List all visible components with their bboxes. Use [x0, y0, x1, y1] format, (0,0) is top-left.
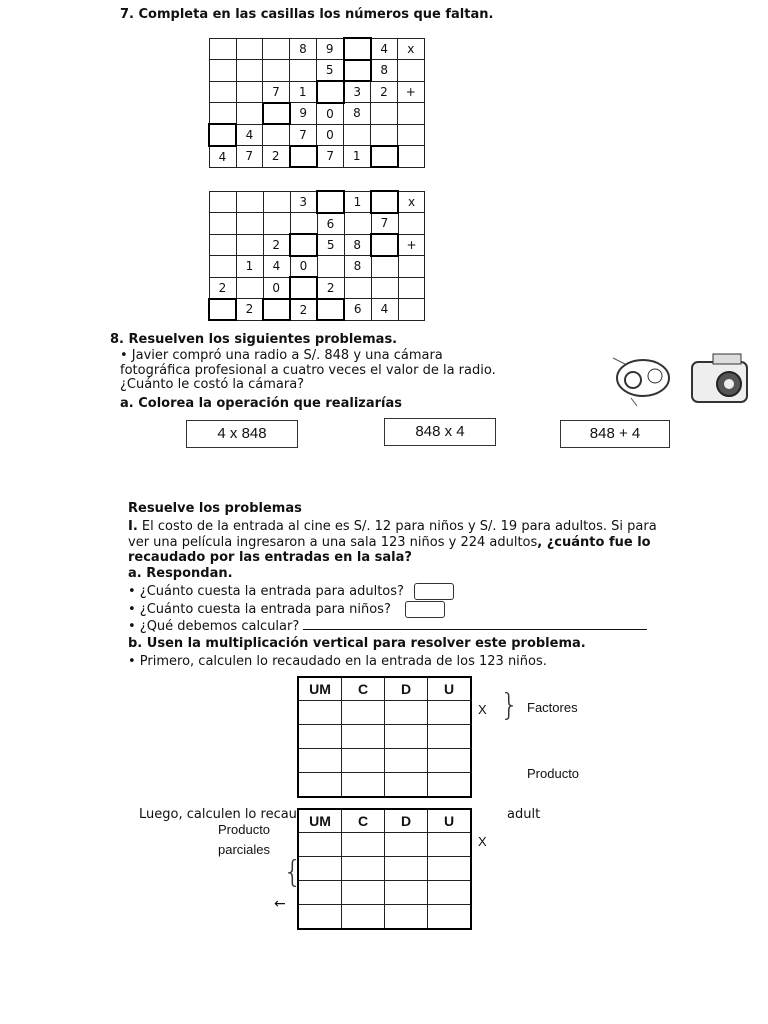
q-adultos: [128, 583, 454, 600]
answer-cell[interactable]: [371, 234, 398, 256]
answer-box-ninos[interactable]: [405, 601, 445, 618]
parciales-label: parciales: [218, 842, 271, 857]
answer-cell[interactable]: [209, 124, 236, 146]
digit-cell[interactable]: [385, 701, 428, 725]
option-4x848[interactable]: 4 x 848: [186, 420, 298, 448]
grid-cell[interactable]: [209, 256, 236, 278]
grid-cell[interactable]: [236, 60, 263, 82]
digit-cell[interactable]: [298, 857, 342, 881]
grid-cell: 8: [344, 256, 371, 278]
answer-cell[interactable]: [263, 103, 290, 125]
q-ninos: [128, 601, 445, 618]
grid-cell: 6: [344, 299, 371, 321]
answer-cell[interactable]: [290, 146, 317, 168]
p1-question: , ¿cuánto fue lo: [537, 534, 651, 550]
answer-cell[interactable]: [371, 146, 398, 168]
grid-row: [209, 256, 425, 278]
answer-line[interactable]: [303, 629, 647, 630]
grid-row: [209, 277, 425, 299]
grid-row: [209, 38, 424, 60]
grid-cell: 5: [317, 234, 344, 256]
q8-sub-a: a. Colorea la operación que realizarías: [120, 396, 403, 411]
table-row: [298, 749, 471, 773]
x-sign: X: [478, 702, 487, 717]
header-row: [298, 677, 471, 701]
digit-cell[interactable]: [428, 881, 472, 905]
grid-cell[interactable]: [236, 234, 263, 256]
grid-cell: 2: [209, 277, 236, 299]
digit-cell[interactable]: [385, 749, 428, 773]
grid-cell[interactable]: [398, 124, 425, 146]
grid-cell: 0: [290, 256, 317, 278]
grid-cell: 4: [263, 256, 290, 278]
q-text: • ¿Qué debemos calcular?: [128, 619, 300, 634]
grid-cell[interactable]: [398, 256, 425, 278]
multiplication-table-1: [297, 676, 472, 798]
grid-cell: 1: [344, 191, 371, 213]
grid-cell[interactable]: [344, 277, 371, 299]
grid-cell[interactable]: [263, 60, 290, 82]
digit-cell[interactable]: [385, 881, 428, 905]
factores-label: Factores: [527, 700, 578, 715]
problem-line: ¿Cuánto le costó la cámara?: [120, 377, 305, 392]
grid-cell: 5: [317, 60, 344, 82]
digit-cell[interactable]: [342, 857, 385, 881]
column-header: D: [385, 677, 428, 701]
grid-cell[interactable]: [263, 38, 290, 60]
grid-cell: 4: [371, 299, 398, 321]
grid-cell: +: [398, 81, 425, 103]
problem-line: • Javier compró una radio a S/. 848 y una cámara: [120, 348, 443, 363]
grid-cell[interactable]: [209, 213, 236, 235]
grid-cell: 9: [290, 103, 317, 125]
grid-cell[interactable]: [371, 124, 398, 146]
q-calcular: [128, 619, 647, 634]
option-848x4[interactable]: 848 x 4: [384, 418, 496, 446]
digit-cell[interactable]: [298, 749, 342, 773]
option-848plus4[interactable]: 848 + 4: [560, 420, 670, 448]
grid-cell[interactable]: [371, 277, 398, 299]
grid-cell: 3: [290, 191, 317, 213]
answer-cell[interactable]: [317, 81, 344, 103]
grid-cell: 1: [236, 256, 263, 278]
grid-cell[interactable]: [209, 38, 236, 60]
digit-cell[interactable]: [428, 725, 472, 749]
answer-cell[interactable]: [209, 299, 236, 321]
digit-cell[interactable]: [428, 857, 472, 881]
grid-cell: x: [398, 191, 425, 213]
grid-cell[interactable]: [344, 124, 371, 146]
grid-cell: 1: [344, 146, 371, 168]
b-title: b. Usen la multiplicación vertical para resolver este problema.: [128, 636, 586, 651]
grid-cell[interactable]: [209, 191, 236, 213]
column-header: U: [428, 677, 472, 701]
digit-cell[interactable]: [298, 701, 342, 725]
digit-cell[interactable]: [428, 833, 472, 857]
header-row: [298, 809, 471, 833]
column-header: UM: [298, 677, 342, 701]
column-header: U: [428, 809, 472, 833]
problem-1: [128, 519, 657, 566]
answer-cell[interactable]: [344, 60, 371, 82]
answer-box-adultos[interactable]: [414, 583, 454, 600]
a-title: a. Respondan.: [128, 566, 233, 581]
answer-cell[interactable]: [290, 234, 317, 256]
resuelve-title: Resuelve los problemas: [128, 501, 302, 516]
grid-cell: 7: [263, 81, 290, 103]
grid-cell[interactable]: [398, 213, 425, 235]
column-header: C: [342, 677, 385, 701]
q8-problem: [120, 349, 496, 393]
grid-cell: 0: [263, 277, 290, 299]
grid-cell[interactable]: [209, 60, 236, 82]
grid-cell: 7: [236, 146, 263, 168]
column-header: UM: [298, 809, 342, 833]
table-row: [298, 773, 471, 798]
grid-cell: 8: [344, 234, 371, 256]
grid-cell[interactable]: [398, 103, 425, 125]
producto-label: Producto: [218, 822, 271, 837]
grid-row: [209, 60, 424, 82]
brace-icon: {: [283, 855, 303, 890]
grid-cell[interactable]: [209, 81, 236, 103]
x-sign: X: [478, 834, 487, 849]
p1-label: I.: [128, 519, 138, 534]
table-row: [298, 857, 471, 881]
radio-illustration: [603, 348, 681, 408]
grid-cell: 8: [344, 103, 371, 125]
grid-cell[interactable]: [236, 213, 263, 235]
luego-text: Luego, calculen lo recau: [139, 807, 297, 822]
table-row: [298, 701, 471, 725]
digit-cell[interactable]: [385, 725, 428, 749]
multiplication-table-2: [297, 808, 472, 930]
grid-cell[interactable]: [209, 234, 236, 256]
grid-cell[interactable]: [317, 256, 344, 278]
number-grid-1: [208, 37, 425, 168]
q-text: • ¿Cuánto cuesta la entrada para adultos?: [128, 584, 404, 599]
camera-illustration: [689, 348, 751, 408]
table-row: [298, 881, 471, 905]
grid-cell: 4: [371, 38, 398, 60]
grid-cell[interactable]: [371, 103, 398, 125]
column-header: D: [385, 809, 428, 833]
grid-cell[interactable]: [236, 38, 263, 60]
digit-cell[interactable]: [342, 905, 385, 930]
q-text: • ¿Cuánto cuesta la entrada para niños?: [128, 602, 391, 617]
digit-cell[interactable]: [298, 881, 342, 905]
grid-cell[interactable]: [398, 277, 425, 299]
grid-cell: 4: [236, 124, 263, 146]
grid-cell: 0: [317, 124, 344, 146]
grid-cell[interactable]: [263, 124, 290, 146]
grid-row: [209, 299, 425, 321]
table-row: [298, 905, 471, 930]
number-grid-2: [208, 190, 425, 321]
grid-cell[interactable]: [290, 213, 317, 235]
digit-cell[interactable]: [342, 749, 385, 773]
table-row: [298, 833, 471, 857]
grid-cell[interactable]: [263, 191, 290, 213]
grid-row: [209, 103, 424, 125]
grid-row: [209, 191, 425, 213]
digit-cell[interactable]: [298, 725, 342, 749]
table-row: [298, 725, 471, 749]
digit-cell[interactable]: [385, 773, 428, 798]
digit-cell[interactable]: [298, 905, 342, 930]
digit-cell[interactable]: [428, 773, 472, 798]
digit-cell[interactable]: [342, 725, 385, 749]
p1-text: El costo de la entrada al cine es S/. 12 para niños y S/. 19 para adultos. Si para: [137, 519, 657, 534]
answer-cell[interactable]: [263, 299, 290, 321]
grid-cell[interactable]: [344, 213, 371, 235]
grid-cell[interactable]: [371, 256, 398, 278]
grid-cell[interactable]: [398, 60, 425, 82]
column-header: C: [342, 809, 385, 833]
problem-line: fotográfica profesional a cuatro veces el valor de la radio.: [120, 362, 496, 378]
grid-cell: 8: [290, 38, 317, 60]
grid-cell[interactable]: [236, 103, 263, 125]
digit-cell[interactable]: [385, 833, 428, 857]
adult-text: adult: [507, 807, 541, 822]
p1-question: recaudado por las entradas en la sala?: [128, 550, 412, 565]
q7-title: 7. Completa en las casillas los números que faltan.: [120, 7, 494, 22]
grid-cell: 0: [317, 103, 344, 125]
grid-row: [209, 234, 425, 256]
digit-cell[interactable]: [342, 701, 385, 725]
grid-cell: 2: [236, 299, 263, 321]
grid-cell[interactable]: [398, 299, 425, 321]
digit-cell[interactable]: [342, 881, 385, 905]
grid-cell: 3: [344, 81, 371, 103]
answer-cell[interactable]: [290, 277, 317, 299]
arrow-left-icon: ←: [274, 896, 286, 912]
grid-cell: 6: [317, 213, 344, 235]
grid-cell[interactable]: [209, 103, 236, 125]
p1-text: ver una película ingresaron a una sala 123 niños y 224 adultos: [128, 534, 538, 550]
grid-cell[interactable]: [236, 277, 263, 299]
answer-cell[interactable]: [317, 191, 344, 213]
digit-cell[interactable]: [298, 773, 342, 798]
grid-row: [209, 146, 424, 168]
grid-cell: 7: [371, 213, 398, 235]
digit-cell[interactable]: [428, 749, 472, 773]
grid-cell: 9: [317, 38, 344, 60]
grid-cell: 8: [371, 60, 398, 82]
answer-cell[interactable]: [371, 191, 398, 213]
grid-cell: 4: [209, 146, 236, 168]
grid-cell: x: [398, 38, 425, 60]
grid-cell[interactable]: [263, 213, 290, 235]
grid-row: [209, 124, 424, 146]
grid-row: [209, 213, 425, 235]
grid-cell[interactable]: [398, 146, 425, 168]
grid-cell[interactable]: [290, 60, 317, 82]
digit-cell[interactable]: [428, 701, 472, 725]
grid-cell: 2: [371, 81, 398, 103]
grid-cell: 2: [263, 234, 290, 256]
answer-cell[interactable]: [344, 38, 371, 60]
grid-cell: 2: [263, 146, 290, 168]
digit-cell[interactable]: [342, 833, 385, 857]
grid-cell: +: [398, 234, 425, 256]
primero-text: • Primero, calculen lo recaudado en la entrada de los 123 niños.: [128, 654, 547, 669]
digit-cell[interactable]: [298, 833, 342, 857]
digit-cell[interactable]: [385, 905, 428, 930]
grid-cell: 2: [290, 299, 317, 321]
grid-cell: 7: [290, 124, 317, 146]
digit-cell[interactable]: [428, 905, 472, 930]
answer-cell[interactable]: [317, 299, 344, 321]
brace-icon: }: [500, 688, 520, 723]
grid-cell: 7: [317, 146, 344, 168]
grid-cell[interactable]: [236, 81, 263, 103]
grid-cell: 1: [290, 81, 317, 103]
q8-title: 8. Resuelven los siguientes problemas.: [110, 332, 398, 347]
grid-cell: 2: [317, 277, 344, 299]
digit-cell[interactable]: [342, 773, 385, 798]
producto-label: Producto: [527, 766, 580, 781]
digit-cell[interactable]: [385, 857, 428, 881]
grid-cell[interactable]: [236, 191, 263, 213]
grid-row: [209, 81, 424, 103]
